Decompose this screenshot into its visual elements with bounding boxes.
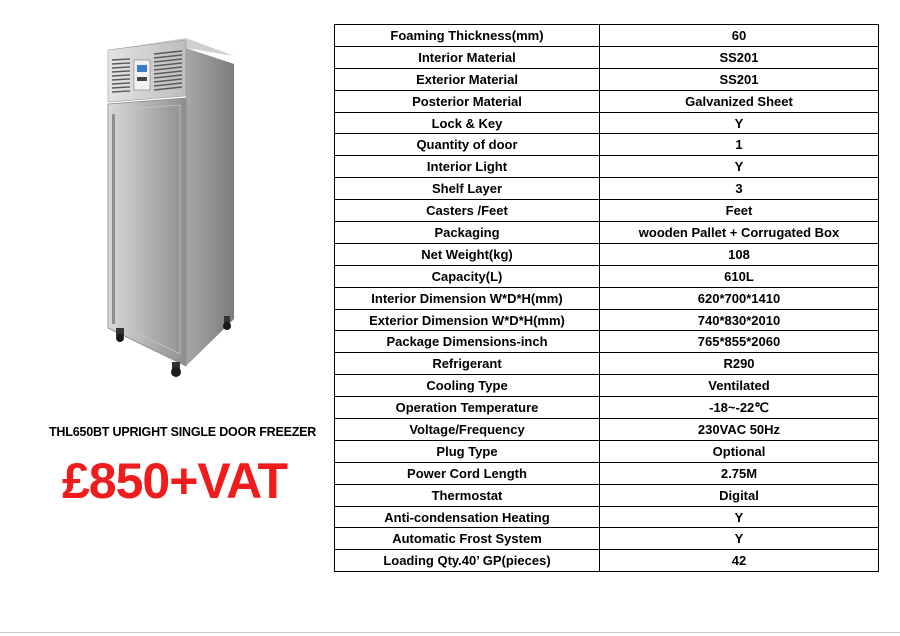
page-divider: [0, 632, 900, 633]
spec-value: R290: [600, 353, 879, 375]
spec-value: Y: [600, 506, 879, 528]
spec-row: [335, 46, 879, 68]
spec-value: 42: [600, 550, 879, 572]
spec-row: [335, 484, 879, 506]
spec-value: 620*700*1410: [600, 287, 879, 309]
spec-label: Casters /Feet: [335, 200, 600, 222]
spec-value: Ventilated: [600, 375, 879, 397]
spec-row: [335, 156, 879, 178]
spec-label: Refrigerant: [335, 353, 600, 375]
spec-label: Capacity(L): [335, 265, 600, 287]
spec-row: [335, 134, 879, 156]
spec-value: 1: [600, 134, 879, 156]
spec-label: Anti-condensation Heating: [335, 506, 600, 528]
spec-value: SS201: [600, 46, 879, 68]
spec-value: 610L: [600, 265, 879, 287]
spec-value: 740*830*2010: [600, 309, 879, 331]
spec-value: Galvanized Sheet: [600, 90, 879, 112]
spec-label: Voltage/Frequency: [335, 419, 600, 441]
spec-label: Thermostat: [335, 484, 600, 506]
spec-value: 3: [600, 178, 879, 200]
spec-value: 230VAC 50Hz: [600, 419, 879, 441]
spec-label: Shelf Layer: [335, 178, 600, 200]
spec-row: [335, 440, 879, 462]
spec-value: Feet: [600, 200, 879, 222]
spec-label: Interior Light: [335, 156, 600, 178]
spec-label: Interior Dimension W*D*H(mm): [335, 287, 600, 309]
spec-value: -18~-22℃: [600, 397, 879, 419]
spec-label: Loading Qty.40’ GP(pieces): [335, 550, 600, 572]
spec-row: [335, 550, 879, 572]
spec-row: [335, 222, 879, 244]
spec-row: [335, 375, 879, 397]
spec-row: [335, 419, 879, 441]
spec-row: [335, 528, 879, 550]
spec-label: Plug Type: [335, 440, 600, 462]
freezer-product-image: [100, 36, 240, 381]
spec-table: [334, 24, 879, 572]
product-price: £850+VAT: [62, 453, 288, 509]
spec-value: Y: [600, 112, 879, 134]
spec-label: Power Cord Length: [335, 462, 600, 484]
spec-value: SS201: [600, 68, 879, 90]
spec-label: Posterior Material: [335, 90, 600, 112]
spec-label: Automatic Frost System: [335, 528, 600, 550]
spec-row: [335, 506, 879, 528]
spec-value: Digital: [600, 484, 879, 506]
spec-row: [335, 178, 879, 200]
spec-row: [335, 331, 879, 353]
spec-label: Operation Temperature: [335, 397, 600, 419]
spec-value: Y: [600, 528, 879, 550]
spec-row: [335, 462, 879, 484]
spec-label: Exterior Dimension W*D*H(mm): [335, 309, 600, 331]
spec-row: [335, 397, 879, 419]
spec-label: Lock & Key: [335, 112, 600, 134]
spec-row: [335, 68, 879, 90]
spec-row: [335, 353, 879, 375]
spec-row: [335, 90, 879, 112]
product-model-title: THL650BT UPRIGHT SINGLE DOOR FREEZER: [49, 425, 317, 439]
spec-value: 2.75M: [600, 462, 879, 484]
spec-value: 60: [600, 25, 879, 47]
spec-label: Packaging: [335, 222, 600, 244]
spec-value: 108: [600, 243, 879, 265]
spec-value: Optional: [600, 440, 879, 462]
spec-label: Quantity of door: [335, 134, 600, 156]
spec-label: Interior Material: [335, 46, 600, 68]
spec-label: Package Dimensions-inch: [335, 331, 600, 353]
spec-row: [335, 309, 879, 331]
spec-value: Y: [600, 156, 879, 178]
spec-label: Cooling Type: [335, 375, 600, 397]
spec-label: Foaming Thickness(mm): [335, 25, 600, 47]
spec-row: [335, 265, 879, 287]
spec-row: [335, 243, 879, 265]
spec-row: [335, 112, 879, 134]
spec-label: Net Weight(kg): [335, 243, 600, 265]
spec-row: [335, 200, 879, 222]
spec-value: wooden Pallet + Corrugated Box: [600, 222, 879, 244]
spec-label: Exterior Material: [335, 68, 600, 90]
spec-row: [335, 287, 879, 309]
spec-value: 765*855*2060: [600, 331, 879, 353]
spec-row: [335, 25, 879, 47]
